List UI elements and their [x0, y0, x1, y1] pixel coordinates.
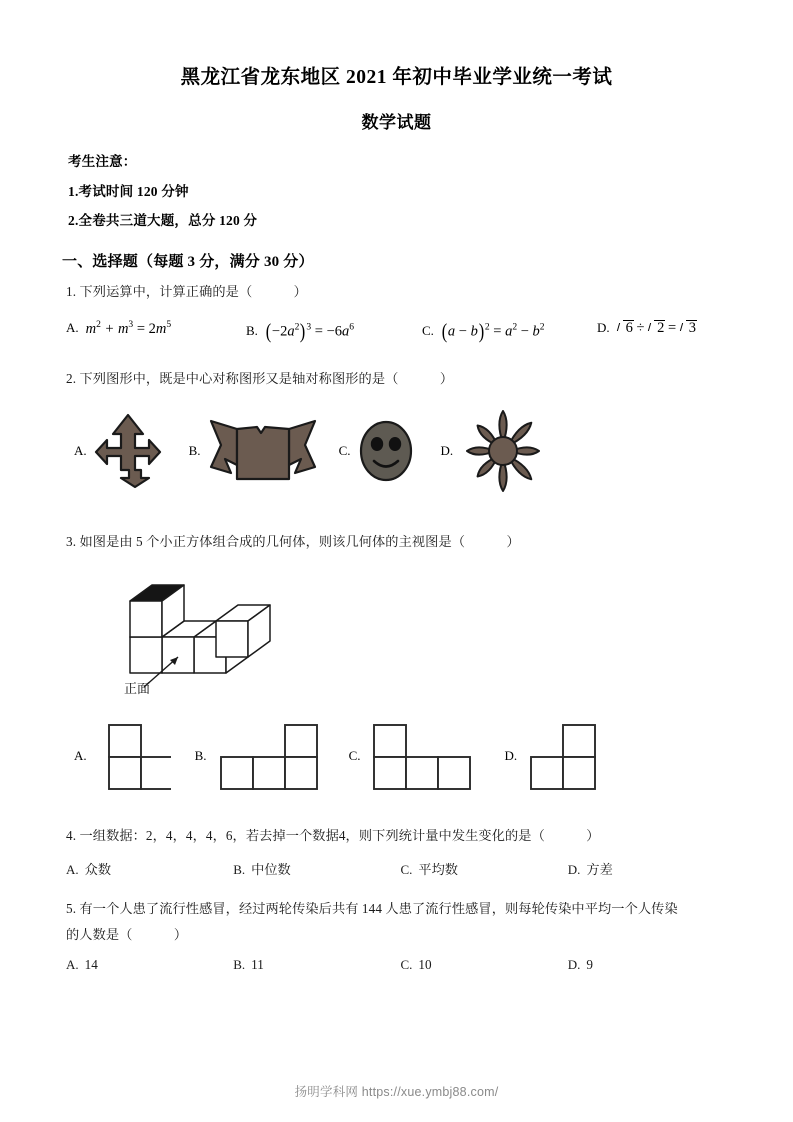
question-5-text: 有一个人患了流行性感冒，经过两轮传染后共有 144 人患了流行性感冒，则每轮传染中平均一个人传染 — [79, 900, 678, 916]
question-1-option-b[interactable] — [246, 319, 422, 344]
option-label-a: A. — [66, 320, 79, 336]
front-face-label: 正面 — [124, 681, 151, 696]
question-5-option-a[interactable] — [66, 957, 233, 973]
option-label-d: D. — [567, 957, 581, 973]
option-label-a: A. — [66, 957, 79, 973]
question-2-option-d[interactable] — [440, 409, 547, 493]
section-heading-choice: 一、选择题（每题 3 分，满分 30 分） — [62, 253, 314, 270]
option-label-b: B. — [194, 748, 207, 764]
question-2-option-a[interactable] — [74, 412, 163, 490]
option-label-d: D. — [597, 319, 610, 335]
option-label-d: D. — [440, 443, 454, 459]
question-3-option-d[interactable] — [504, 719, 601, 793]
option-label-c: C. — [422, 323, 434, 339]
question-4-option-c[interactable] — [401, 859, 568, 878]
question-5 — [0, 896, 793, 973]
option-c-text: 平均数 — [418, 861, 458, 877]
notice-heading: 考生注意： — [68, 154, 137, 170]
option-c-text: 10 — [418, 957, 432, 973]
question-3-stem — [66, 529, 735, 555]
question-3-option-c[interactable] — [349, 719, 479, 793]
question-2-option-c[interactable] — [339, 418, 417, 484]
option-b-text: 中位数 — [251, 861, 291, 877]
question-3-options — [66, 719, 735, 793]
option-c-expression: $(a - b)^2 = a^2 - b^2$ — [441, 318, 545, 343]
question-1-options — [66, 319, 735, 344]
option-a-expression: $m^2 + m^3 = 2m^5$ — [85, 318, 172, 337]
question-3-text: 如图是由 5 个小正方体组合成的几何体，则该几何体的主视图是（ — [79, 534, 466, 550]
question-2-paren-close: ） — [439, 370, 454, 386]
option-b-text: 11 — [251, 957, 264, 973]
question-3-paren-close: ） — [506, 534, 520, 550]
option-label-b: B. — [188, 443, 201, 459]
option-label-d: D. — [567, 861, 581, 877]
option-d-text: 方差 — [586, 861, 613, 877]
option-label-b: B. — [246, 323, 258, 339]
question-1-option-a[interactable] — [66, 319, 246, 338]
cube-solid-icon — [86, 569, 316, 695]
option-label-c: C. — [400, 957, 413, 973]
question-4-number: 4. — [66, 828, 77, 844]
question-4-paren-close: ） — [586, 828, 600, 844]
page-subtitle: 数学试题 — [361, 113, 432, 133]
notice-line-1: 1.考试时间 120 分钟 — [68, 183, 189, 199]
ribbon-banner-icon — [207, 415, 319, 487]
question-1-text: 下列运算中，计算正确的是（ — [79, 283, 253, 299]
question-3-option-a[interactable] — [74, 719, 171, 793]
front-view-grid-d-icon — [525, 719, 601, 793]
question-2-stem — [66, 366, 735, 392]
question-3-number: 3. — [66, 534, 77, 550]
option-a-text: 众数 — [84, 861, 112, 877]
option-a-text: 14 — [84, 957, 98, 973]
notice-line-2: 2.全卷共三道大题，总分 120 分 — [68, 213, 258, 229]
footer-watermark: 扬明学科网 https://xue.ymbj88.com/ — [294, 1085, 499, 1099]
page-title: 黑龙江省龙东地区 2021 年初中毕业学业统一考试 — [180, 67, 613, 88]
question-3-solid-figure — [66, 569, 735, 697]
option-label-c: C. — [400, 861, 413, 877]
question-4-text: 一组数据：2，4，4，4，6，若去掉一个数据4，则下列统计量中发生变化的是（ — [79, 828, 545, 844]
question-5-paren-close: ） — [173, 926, 188, 942]
question-4-option-b[interactable] — [233, 859, 400, 878]
question-5-option-d[interactable] — [568, 957, 735, 973]
smiley-face-icon — [356, 418, 416, 484]
question-5-option-c[interactable] — [401, 957, 568, 973]
three-way-arrow-icon — [93, 412, 163, 490]
option-label-c: C. — [338, 443, 351, 459]
question-2-option-b[interactable] — [189, 415, 319, 487]
question-1-number: 1. — [66, 283, 77, 299]
candidate-notice — [0, 133, 793, 228]
question-5-options — [66, 957, 735, 973]
option-d-expression: 6 ÷ 2 = 3 — [617, 319, 696, 337]
eight-petal-flower-icon — [459, 409, 547, 493]
question-5-number: 5. — [66, 900, 77, 916]
question-1 — [0, 279, 793, 344]
question-4-option-a[interactable] — [66, 859, 233, 878]
option-d-text: 9 — [586, 957, 593, 973]
front-view-grid-b-icon — [215, 719, 325, 793]
option-label-d: D. — [504, 748, 518, 764]
option-label-b: B. — [233, 861, 246, 877]
question-5-option-b[interactable] — [233, 957, 400, 973]
question-2-options — [66, 409, 735, 493]
option-label-b: B. — [233, 957, 246, 973]
question-1-stem — [66, 279, 735, 305]
question-5-stem-line2 — [66, 922, 735, 948]
question-4 — [0, 823, 793, 878]
question-2 — [0, 366, 793, 494]
option-b-expression: $(-2a^2)^3 = -6a^6$ — [265, 318, 355, 343]
question-5-text-line2: 的人数是（ — [66, 926, 133, 942]
option-label-a: A. — [66, 861, 79, 877]
question-4-options — [66, 859, 735, 878]
question-3 — [0, 529, 793, 793]
question-1-paren-close: ） — [293, 283, 307, 299]
question-1-option-c[interactable] — [422, 319, 597, 344]
question-2-number: 2. — [66, 370, 77, 386]
option-label-a: A. — [74, 443, 87, 459]
option-label-c: C. — [348, 748, 361, 764]
front-view-grid-c-icon — [368, 719, 478, 793]
question-4-option-d[interactable] — [568, 859, 735, 878]
front-view-grid-a-icon — [95, 719, 171, 793]
question-4-stem — [66, 823, 735, 849]
option-label-a: A. — [74, 748, 87, 764]
question-1-option-d[interactable] — [597, 319, 696, 337]
question-5-stem — [66, 896, 735, 922]
question-3-option-b[interactable] — [195, 719, 325, 793]
question-2-text: 下列图形中，既是中心对称图形又是轴对称图形的是（ — [79, 370, 399, 386]
